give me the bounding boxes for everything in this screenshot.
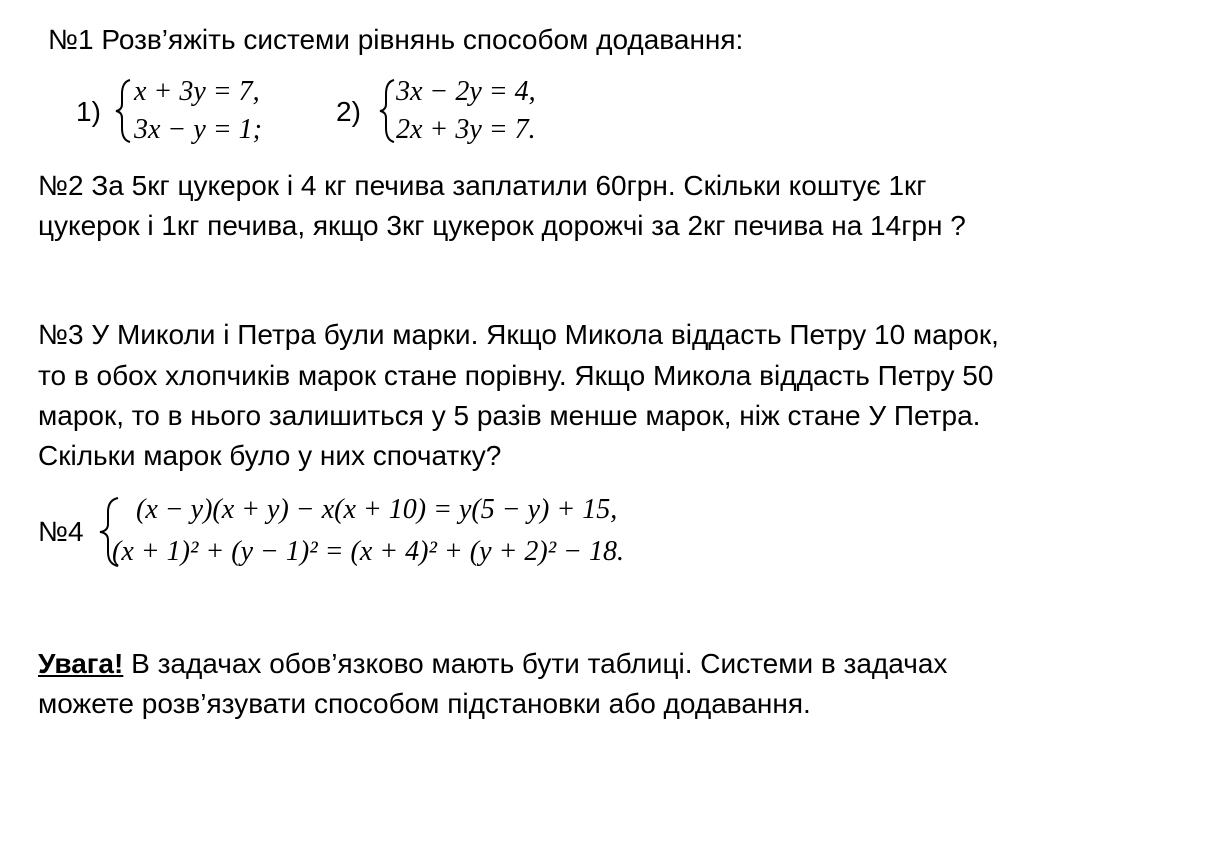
sys1-eq2: 3x − y = 1;: [134, 114, 262, 145]
sys2-eq2: 2x + 3y = 7.: [396, 114, 536, 145]
task1-sys2-label: 2): [336, 96, 361, 127]
sys1-eq1: x + 3y = 7,: [134, 76, 260, 107]
task3-line2: то в обох хлопчиків марок стане порівну. Якщо Микола віддасть Петру 50: [38, 360, 994, 391]
task4-eq2: (x + 1)² + (y − 1)² = (x + 4)² + (y + 2)² − 18.: [112, 536, 625, 567]
task1-sys1-label: 1): [76, 96, 101, 127]
sys1-brace: [114, 78, 134, 149]
task4-eq1: (x − y)(x + y) − x(x + 10) = y(5 − y) + 15,: [136, 494, 618, 525]
sys2-eq1: 3x − 2y = 4,: [396, 76, 536, 107]
task2-line1: №2 За 5кг цукерок і 4 кг печива заплатили 60грн. Скільки коштує 1кг: [38, 170, 927, 201]
note-title: Увага!: [38, 648, 124, 679]
task1-header: №1 Розв’яжіть системи рівнянь способом додавання:: [48, 24, 744, 55]
task3-line1: №3 У Миколи і Петра були марки. Якщо Микола віддасть Петру 10 марок,: [38, 319, 999, 350]
task3-line4: Скільки марок було у них спочатку?: [38, 440, 502, 471]
task3-line3: марок, то в нього залишиться у 5 разів менше марок, ніж стане У Петра.: [38, 400, 981, 431]
sys2-brace: [378, 78, 398, 149]
note-text-1: В задачах обов’язково мають бути таблиці. Системи в задачах: [123, 648, 948, 679]
task4-label: №4: [38, 516, 84, 547]
note-line2: можете розв’язувати способом підстановки або додавання.: [38, 688, 811, 719]
task2-line2: цукерок і 1кг печива, якщо 3кг цукерок дорожчі за 2кг печива на 14грн ?: [38, 210, 966, 241]
note-line1: [38, 644, 947, 684]
